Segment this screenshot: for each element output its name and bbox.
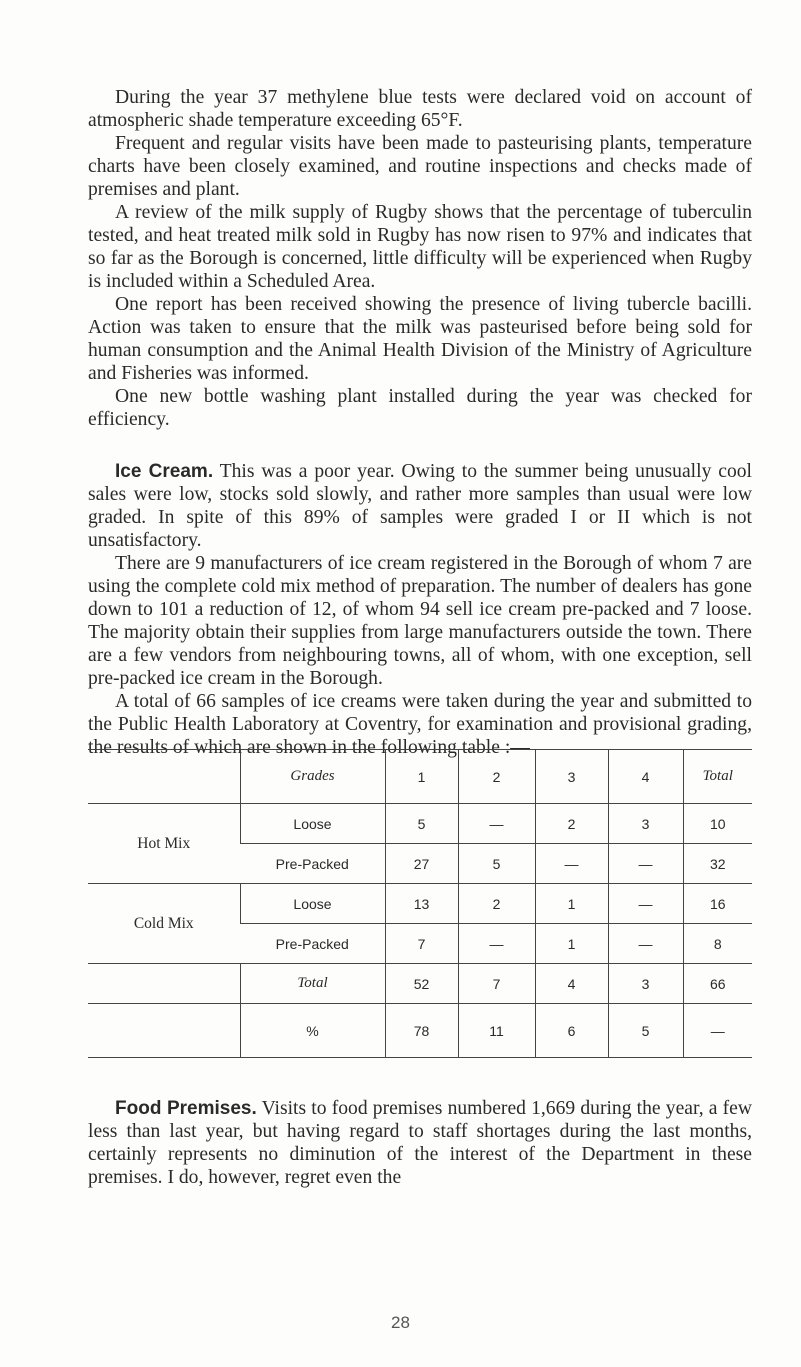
header-grade-3: 3 xyxy=(535,750,608,804)
cell: 13 xyxy=(385,884,458,924)
page-number: 28 xyxy=(391,1313,410,1332)
cell: 5 xyxy=(608,1004,683,1058)
ice-cream-paragraph-1-text: This was a poor year. Owing to the summer being unusually cool sales were low, stocks sold slowly, and rather more samples than usual were low graded. In spite of this 89% of samples were graded I or II which is not unsatisfactory. xyxy=(88,461,752,551)
row-type: Pre-Packed xyxy=(240,844,385,884)
row-type: Loose xyxy=(240,884,385,924)
header-grades: Grades xyxy=(240,750,385,804)
cell: 3 xyxy=(608,804,683,844)
cell: — xyxy=(608,844,683,884)
row-type: Loose xyxy=(240,804,385,844)
table-total-row xyxy=(88,964,752,1004)
cell: 52 xyxy=(385,964,458,1004)
ice-cream-heading: Ice Cream. xyxy=(115,461,214,482)
hot-mix-label: Hot Mix xyxy=(88,804,240,884)
food-premises-heading: Food Premises. xyxy=(115,1098,257,1119)
cell: 7 xyxy=(458,964,535,1004)
milk-section xyxy=(88,86,752,759)
cell: 7 xyxy=(385,924,458,964)
empty-cell xyxy=(88,1004,240,1058)
table-row xyxy=(88,804,752,844)
cell: 2 xyxy=(535,804,608,844)
cell: 27 xyxy=(385,844,458,884)
ice-cream-paragraph-2: There are 9 manufacturers of ice cream registered in the Borough of whom 7 are using the complete cold mix method of preparation. The number of dealers has gone down to 101 a reduction of 12, of whom 94 sell ice cream pre-packed and 7 loose. The majority obtain their supplies from large manufacturers outside the town. There are a few vendors from neighbouring towns, all of whom, with one exception, sell pre-packed ice cream in the Borough. xyxy=(88,553,752,689)
cell: — xyxy=(608,924,683,964)
cell: 5 xyxy=(458,844,535,884)
cell: 32 xyxy=(683,844,752,884)
table-header-row xyxy=(88,750,752,804)
cell: — xyxy=(458,804,535,844)
cell: — xyxy=(683,1004,752,1058)
header-empty-cell xyxy=(88,750,240,804)
row-type: Pre-Packed xyxy=(240,924,385,964)
cell: 2 xyxy=(458,884,535,924)
cell: — xyxy=(608,884,683,924)
food-paragraph-1-text: Visits to food premises numbered 1,669 during the year, a few less than last year, but having regard to staff shortages during the last months, certainly represents no diminution of the interest of the Department in these premises. I do, however, regret even the xyxy=(88,1098,752,1188)
cold-mix-label: Cold Mix xyxy=(88,884,240,964)
food-premises-section xyxy=(88,1097,752,1189)
cell: 8 xyxy=(683,924,752,964)
table-percent-row xyxy=(88,1004,752,1058)
header-grade-1: 1 xyxy=(385,750,458,804)
ice-cream-paragraph-1 xyxy=(88,460,752,552)
cell: 10 xyxy=(683,804,752,844)
cell: 16 xyxy=(683,884,752,924)
cell: 5 xyxy=(385,804,458,844)
header-total: Total xyxy=(683,750,752,804)
header-grade-4: 4 xyxy=(608,750,683,804)
cell: 11 xyxy=(458,1004,535,1058)
milk-paragraph-4: One report has been received showing the presence of living tubercle bacilli. Action was taken to ensure that the milk was pasteurised before being sold for human consumption and the Animal Health Division of the Ministry of Agriculture and Fisheries was informed. xyxy=(88,294,752,384)
total-label: Total xyxy=(240,964,385,1004)
milk-paragraph-5: One new bottle washing plant installed during the year was checked for efficiency. xyxy=(88,386,752,430)
ice-cream-grades-table xyxy=(88,749,752,1058)
milk-paragraph-3: A review of the milk supply of Rugby shows that the percentage of tuberculin tested, and heat treated milk sold in Rugby has now risen to 97% and indicates that so far as the Borough is concerned, little difficulty will be experienced when Rugby is included within a Scheduled Area. xyxy=(88,202,752,292)
ice-cream-paragraph-3: A total of 66 samples of ice creams were taken during the year and submitted to the Public Health Laboratory at Coventry, for examination and provisional grading, the results of which are shown in the following table :— xyxy=(88,691,752,758)
cell: 6 xyxy=(535,1004,608,1058)
cell: — xyxy=(458,924,535,964)
cell: 66 xyxy=(683,964,752,1004)
cell: 4 xyxy=(535,964,608,1004)
milk-paragraph-1: During the year 37 methylene blue tests were declared void on account of atmospheric shade temperature exceeding 65°F. xyxy=(88,87,752,131)
cell: — xyxy=(535,844,608,884)
table-row xyxy=(88,884,752,924)
food-paragraph-1 xyxy=(88,1097,752,1189)
cell: 1 xyxy=(535,884,608,924)
empty-cell xyxy=(88,964,240,1004)
cell: 1 xyxy=(535,924,608,964)
percent-label: % xyxy=(240,1004,385,1058)
header-grade-2: 2 xyxy=(458,750,535,804)
cell: 78 xyxy=(385,1004,458,1058)
milk-paragraph-2: Frequent and regular visits have been made to pasteurising plants, temperature charts have been closely examined, and routine inspections and checks made of premises and plant. xyxy=(88,133,752,200)
cell: 3 xyxy=(608,964,683,1004)
